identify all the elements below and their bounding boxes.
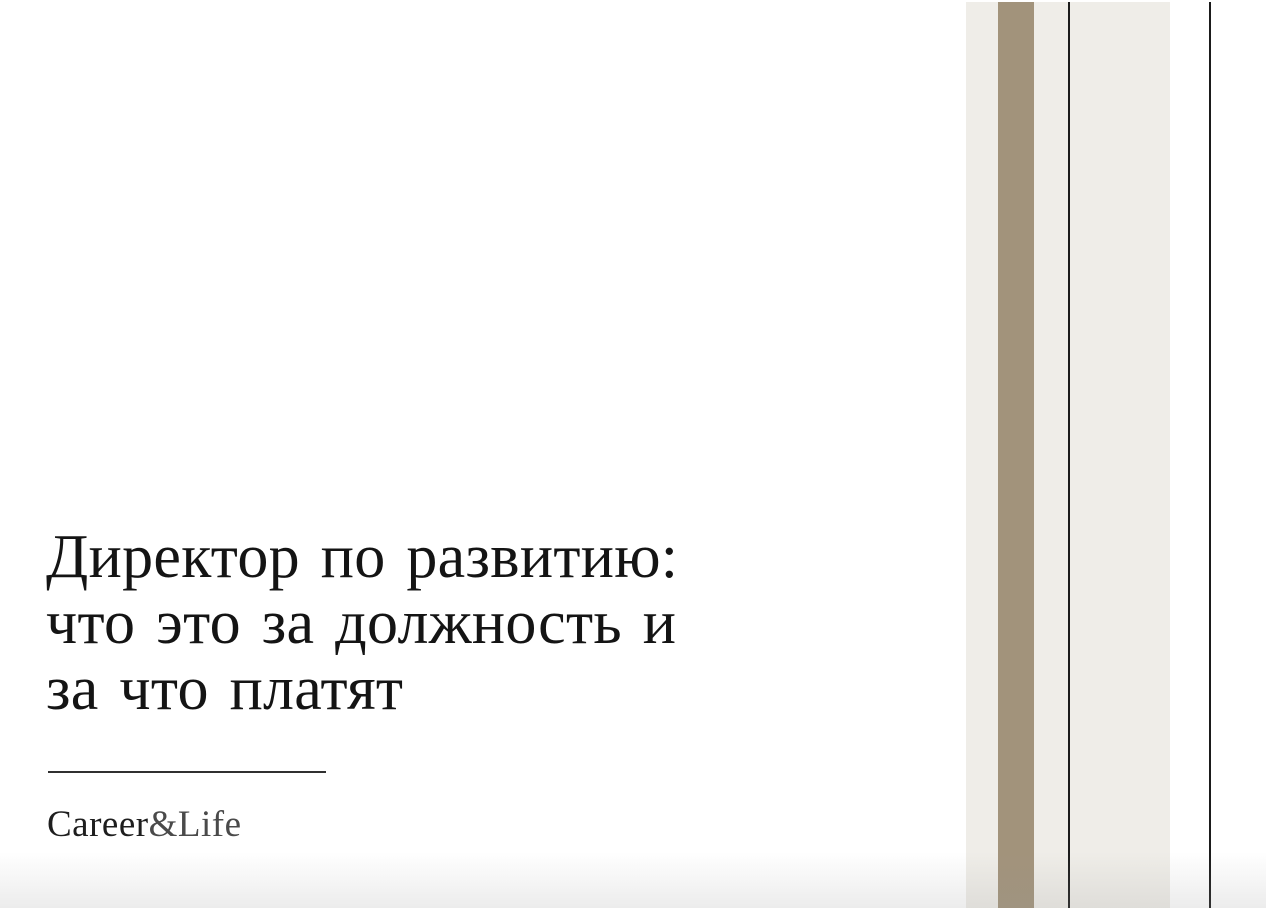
title-line-1: Директор по развитию:: [46, 523, 679, 591]
outer-vertical-rule: [1209, 2, 1211, 908]
brand-logo: [47, 802, 242, 848]
brand-secondary-text: &Life: [148, 804, 242, 845]
slide-title: [46, 524, 678, 722]
brand-primary-text: Career: [47, 804, 149, 845]
inner-vertical-rule: [1068, 2, 1070, 908]
title-line-3: за что платят: [46, 655, 404, 723]
title-line-2: что это за должность и: [46, 589, 677, 657]
accent-stripe: [998, 2, 1034, 908]
divider-line: [48, 771, 326, 773]
